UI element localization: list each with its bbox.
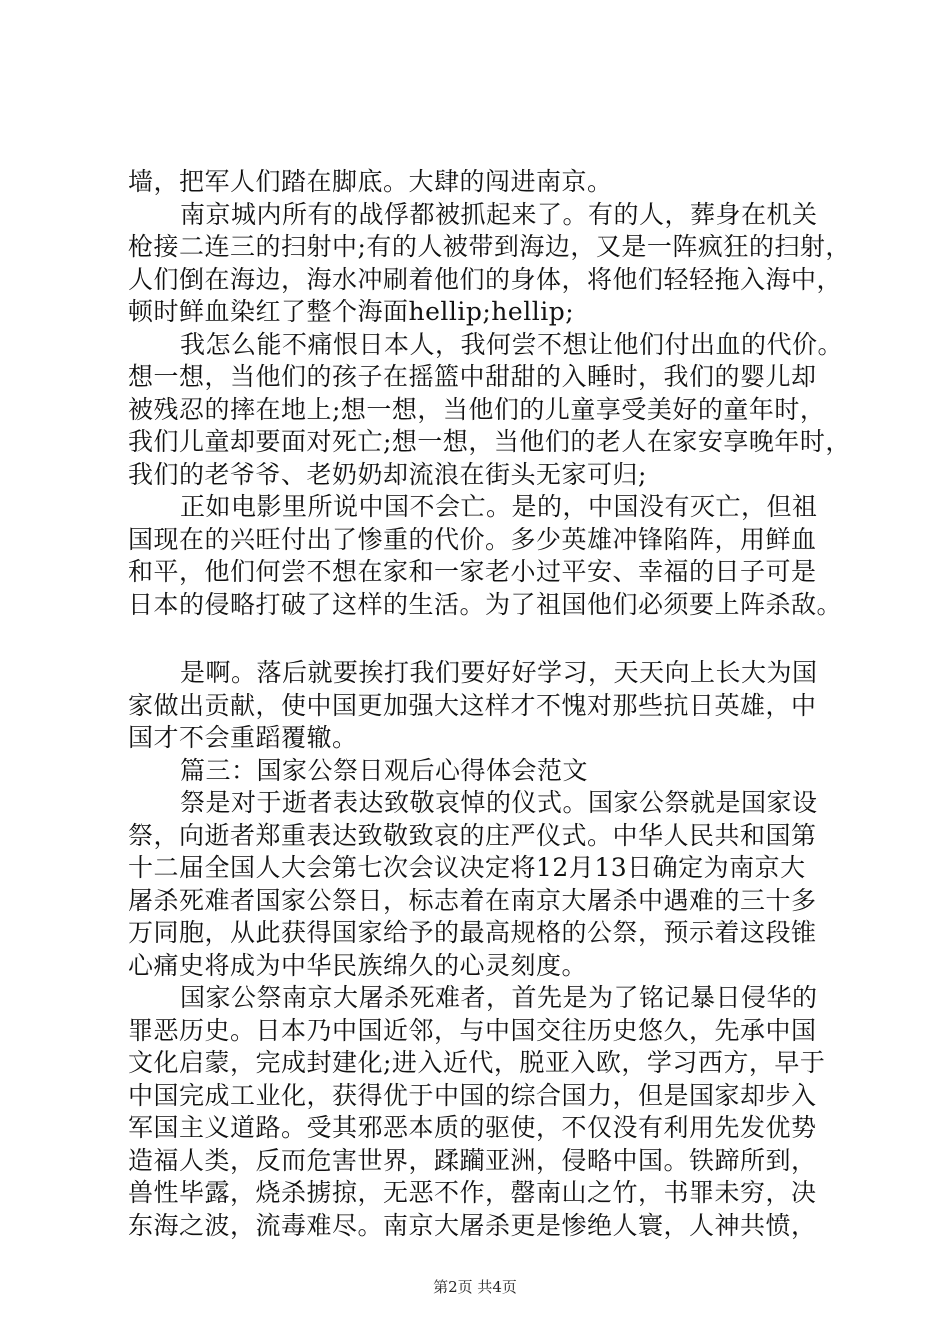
paragraph-start: 祭是对于逝者表达致敬哀悼的仪式。国家公祭就是国家设 [180,788,818,817]
text-line: 我们的老爷爷、老奶奶却流浪在街头无家可归; [128,459,647,489]
text-line: 顿时鲜血染红了整个海面hellip;hellip; [128,297,575,326]
text-line: 心痛史将成为中华民族绵久的心灵刻度。 [128,950,588,980]
text-line: 我们儿童却要面对死亡;想一想，当他们的老人在家安享晚年时， [128,427,851,456]
text-line: 国才不会重蹈覆辙。 [128,723,358,752]
text-line: 日本的侵略打破了这样的生活。为了祖国他们必须要上阵杀敌。 [128,589,843,619]
paragraph-start: 国家公祭南京大屠杀死难者，首先是为了铭记暴日侵华的 [180,983,818,1012]
text-line: 被残忍的摔在地上;想一想，当他们的儿童享受美好的童年时， [128,394,826,424]
paragraph-start: 正如电影里所说中国不会亡。是的，中国没有灭亡，但祖 [180,492,818,521]
page-number-label: 第2页 共4页 [433,1278,517,1296]
paragraph-start: 我怎么能不痛恨日本人，我何尝不想让他们付出血的代价。 [180,329,844,359]
text-line: 文化启蒙，完成封建化;进入近代，脱亚入欧，学习西方，早于 [128,1048,826,1077]
text-line: 中国完成工业化，获得优于中国的综合国力，但是国家却步入 [128,1080,817,1110]
paragraph-start: 南京城内所有的战俘都被抓起来了。有的人，葬身在机关 [180,199,818,229]
text-line: 想一想，当他们的孩子在摇篮中甜甜的入睡时，我们的婴儿却 [128,362,817,391]
document-body [128,166,858,1242]
text-line: 屠杀死难者国家公祭日，标志着在南京大屠杀中遇难的三十多 [128,885,817,915]
page-footer [0,1276,950,1297]
text-line: 和平，他们何尝不想在家和一家老小过平安、幸福的日子可是 [128,557,817,586]
text-line: 枪接二连三的扫射中;有的人被带到海边，又是一阵疯狂的扫射， [128,232,851,261]
text-line: 人们倒在海边，海水冲刷着他们的身体，将他们轻轻拖入海中， [128,264,843,294]
text-line: 造福人类，反而危害世界，蹂躏亚洲，侵略中国。铁蹄所到， [128,1145,817,1175]
section-heading: 篇三：国家公祭日观后心得体会范文 [180,755,589,785]
text-line: 家做出贡献，使中国更加强大这样才不愧对那些抗日英雄，中 [128,690,817,720]
text-line: 东海之波，流毒难尽。南京大屠杀更是惨绝人寰，人神共愤， [128,1210,817,1240]
text-line: 罪恶历史。日本乃中国近邻，与中国交往历史悠久，先承中国 [128,1015,817,1045]
text-line: 国现在的兴旺付出了惨重的代价。多少英雄冲锋陷阵，用鲜血 [128,524,817,554]
text-line: 兽性毕露，烧杀掳掠，无恶不作，罄南山之竹，书罪未穷，决 [128,1178,817,1207]
text-line: 军国主义道路。受其邪恶本质的驱使，不仅没有利用先发优势 [128,1113,817,1142]
paragraph-gap [128,621,858,657]
paragraph-start: 是啊。落后就要挨打我们要好好学习，天天向上长大为国 [180,658,818,687]
text-line: 祭，向逝者郑重表达致敬致哀的庄严仪式。中华人民共和国第 [128,820,817,850]
text-line: 墙，把军人们踏在脚底。大肆的闯进南京。 [128,167,613,196]
text-line: 十二届全国人大会第七次会议决定将12月13日确定为南京大 [128,853,806,882]
text-line: 万同胞，从此获得国家给予的最高规格的公祭，预示着这段锥 [128,918,817,947]
